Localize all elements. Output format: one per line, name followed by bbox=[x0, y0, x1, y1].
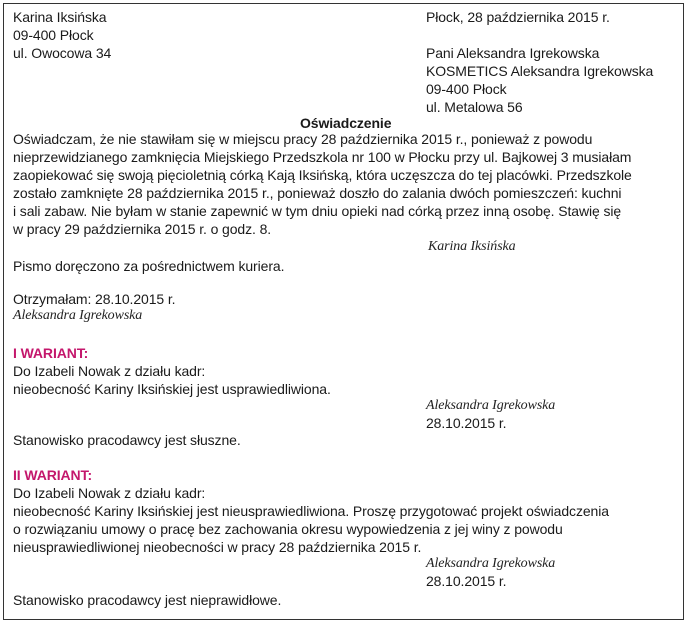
variant-1-date: 28.10.2015 r. bbox=[426, 415, 507, 431]
variant-2-assessment: Stanowisko pracodawcy jest nieprawidłowe. bbox=[13, 592, 282, 608]
variant-2-signature: Aleksandra Igrekowska bbox=[426, 556, 556, 571]
variant-1-label: I WARIANT: bbox=[13, 345, 89, 361]
recipient-line-3: 09-400 Płock bbox=[426, 81, 507, 97]
body-line: nieprzewidzianego zamknięcia Miejskiego Przedszkola nr 100 w Płocku przy ul. Bajkowej 3 musiałam bbox=[13, 149, 632, 165]
body-line: w pracy 29 października 2015 r. o godz. 8. bbox=[13, 221, 272, 237]
variant-1-assessment: Stanowisko pracodawcy jest słuszne. bbox=[13, 432, 241, 448]
variant-2-date: 28.10.2015 r. bbox=[426, 573, 507, 589]
body-line: zostało zamknięte 28 października 2015 r., ponieważ doszło do zalania dwóch pomieszczeń: kuchni bbox=[13, 185, 622, 201]
recipient-line-2: KOSMETICS Aleksandra Igrekowska bbox=[426, 63, 654, 79]
variant-2-line: Do Izabeli Nowak z działu kadr: bbox=[13, 485, 206, 501]
recipient-line-4: ul. Metalowa 56 bbox=[426, 99, 523, 115]
recipient-line-1: Pani Aleksandra Igrekowska bbox=[426, 45, 600, 61]
delivery-note: Pismo doręczono za pośrednictwem kuriera. bbox=[13, 258, 285, 274]
received-signature: Aleksandra Igrekowska bbox=[13, 308, 143, 323]
sender-street: ul. Owocowa 34 bbox=[13, 45, 112, 61]
variant-2-line: nieobecność Kariny Iksińskiej jest nieusprawiedliwiona. Proszę przygotować projekt oświadczenia bbox=[13, 503, 609, 519]
variant-1-signature: Aleksandra Igrekowska bbox=[426, 398, 556, 413]
variant-2-line: nieusprawiedliwionej nieobecności w pracy 28 października 2015 r. bbox=[13, 539, 422, 555]
body-line: Oświadczam, że nie stawiłam się w miejscu pracy 28 października 2015 r., ponieważ z powodu bbox=[13, 131, 593, 147]
variant-1-line-2: nieobecność Kariny Iksińskiej jest usprawiedliwiona. bbox=[13, 381, 331, 397]
sender-city: 09-400 Płock bbox=[13, 27, 94, 43]
variant-1-line-1: Do Izabeli Nowak z działu kadr: bbox=[13, 363, 206, 379]
place-date: Płock, 28 października 2015 r. bbox=[426, 9, 610, 25]
body-line: zaopiekować się swoją pięcioletnią córką Kają Iksińską, która uczęszcza do tej placówki. Przedszkole bbox=[13, 167, 632, 183]
received-text: Otrzymałam: 28.10.2015 r. bbox=[13, 291, 176, 307]
variant-2-line: o rozwiązaniu umowy o pracę bez zachowania okresu wypowiedzenia z jej winy z powodu bbox=[13, 521, 563, 537]
sender-name: Karina Iksińska bbox=[13, 9, 107, 25]
variant-2-label: II WARIANT: bbox=[13, 467, 93, 483]
employee-signature: Karina Iksińska bbox=[428, 239, 516, 254]
body-line: i sali zabaw. Nie byłam w stanie zapewnić w tym dniu opieki nad córką przez inną osobę. Stawię się bbox=[13, 203, 622, 219]
document-title: Oświadczenie bbox=[300, 115, 392, 131]
